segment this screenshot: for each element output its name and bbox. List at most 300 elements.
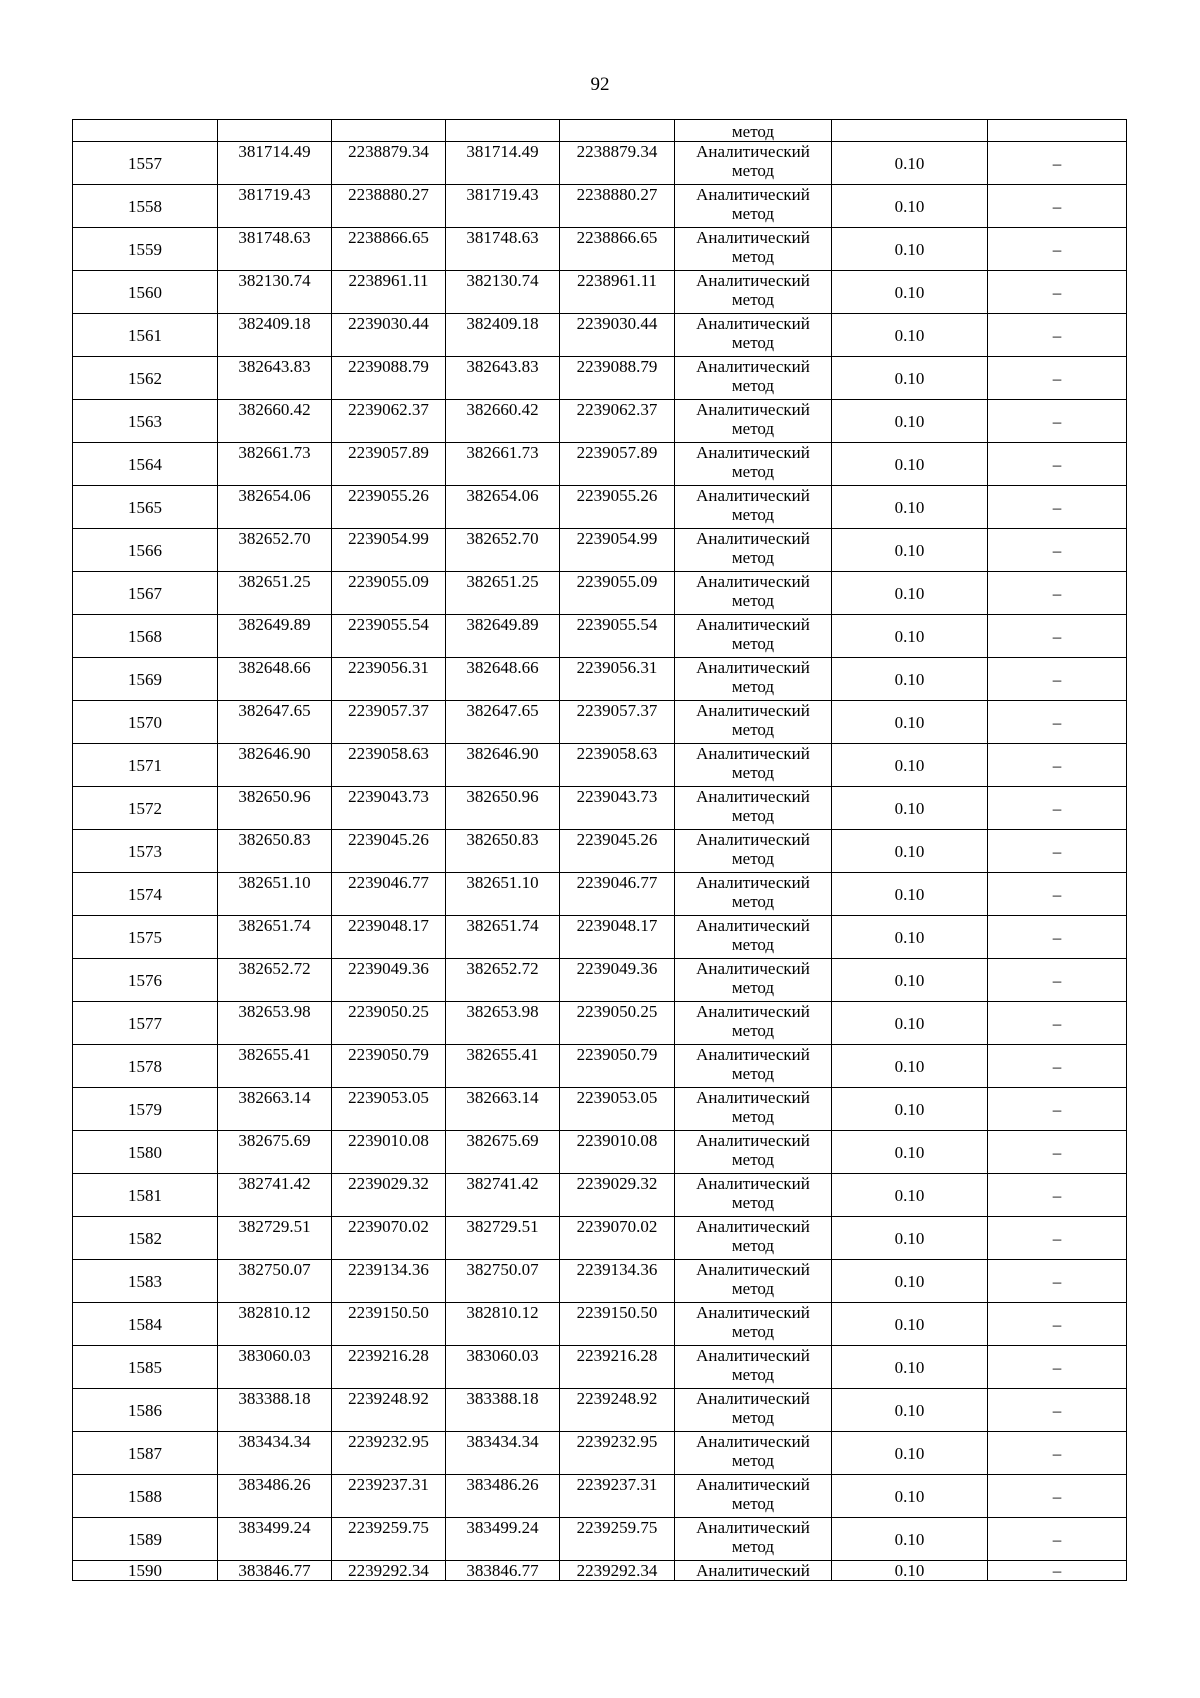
- table-row: [73, 873, 1127, 916]
- point-number: 1566: [73, 529, 218, 572]
- x-coordinate-2: 382654.06: [446, 486, 560, 529]
- y-coordinate: 2239043.73: [332, 787, 446, 830]
- accuracy-value: 0.10: [832, 228, 988, 271]
- method-line-2: метод: [731, 806, 775, 825]
- accuracy-value: 0.10: [832, 1002, 988, 1045]
- accuracy-value: 0.10: [832, 1260, 988, 1303]
- note-dash: –: [988, 1045, 1127, 1088]
- x-coordinate-2: 383434.34: [446, 1432, 560, 1475]
- point-number: 1578: [73, 1045, 218, 1088]
- y-coordinate: 2239057.37: [332, 701, 446, 744]
- y-coordinate: 2239030.44: [332, 314, 446, 357]
- y-coordinate: 2239058.63: [332, 744, 446, 787]
- y-coordinate-2: 2238879.34: [560, 142, 675, 185]
- page-number: 92: [590, 74, 610, 95]
- method-line-1: Аналитический: [696, 1217, 810, 1236]
- method-line-1: Аналитический: [696, 744, 810, 763]
- table-row: [73, 1346, 1127, 1389]
- table-row: [73, 615, 1127, 658]
- point-number: 1576: [73, 959, 218, 1002]
- x-coordinate-2: 381719.43: [446, 185, 560, 228]
- x-coordinate-2: 382652.72: [446, 959, 560, 1002]
- accuracy-value: 0.10: [832, 1088, 988, 1131]
- x-coordinate-2: 382652.70: [446, 529, 560, 572]
- accuracy-value: 0.10: [832, 1303, 988, 1346]
- y-coordinate-2: 2239134.36: [560, 1260, 675, 1303]
- x-coordinate: 381714.49: [218, 142, 332, 185]
- note-dash: –: [988, 1174, 1127, 1217]
- x-coordinate: 383486.26: [218, 1475, 332, 1518]
- y-coordinate-2: 2239070.02: [560, 1217, 675, 1260]
- method-cell: [675, 357, 832, 400]
- note-dash: –: [988, 486, 1127, 529]
- method-line-1: Аналитический: [696, 443, 810, 462]
- method-cell: [675, 830, 832, 873]
- note-dash: –: [988, 1131, 1127, 1174]
- method-line-2: метод: [731, 333, 775, 352]
- note-dash: –: [988, 1518, 1127, 1561]
- accuracy-value: 0.10: [832, 1217, 988, 1260]
- x-coordinate-2: 382663.14: [446, 1088, 560, 1131]
- point-number: 1590: [73, 1561, 218, 1581]
- note-dash: –: [988, 615, 1127, 658]
- y-coordinate: 2239062.37: [332, 400, 446, 443]
- method-line-2: метод: [731, 419, 775, 438]
- method-cell: [675, 314, 832, 357]
- method-cell: [675, 185, 832, 228]
- method-line-1: Аналитический: [696, 529, 810, 548]
- y-coordinate: 2239010.08: [332, 1131, 446, 1174]
- y-coordinate: 2238961.11: [332, 271, 446, 314]
- note-dash: –: [988, 443, 1127, 486]
- table-row: [73, 185, 1127, 228]
- method-line-2: метод: [731, 505, 775, 524]
- y-coordinate-2: 2239259.75: [560, 1518, 675, 1561]
- method-line-1: Аналитический: [696, 701, 810, 720]
- table-row: [73, 787, 1127, 830]
- accuracy-value: 0.10: [832, 830, 988, 873]
- y-coordinate-2: 2238880.27: [560, 185, 675, 228]
- method-line-1: Аналитический: [696, 142, 810, 161]
- y-coordinate: 2238880.27: [332, 185, 446, 228]
- x-coordinate: 382643.83: [218, 357, 332, 400]
- method-line-2: метод: [731, 1494, 775, 1513]
- y-coordinate: 2239053.05: [332, 1088, 446, 1131]
- method-line-1: Аналитический: [696, 357, 810, 376]
- method-line-2: метод: [731, 1236, 775, 1255]
- y-coordinate: 2239050.25: [332, 1002, 446, 1045]
- y-coordinate: 2239029.32: [332, 1174, 446, 1217]
- method-line-2: метод: [731, 677, 775, 696]
- x-coordinate-2: 383486.26: [446, 1475, 560, 1518]
- method-line-2: метод: [731, 591, 775, 610]
- point-number: 1574: [73, 873, 218, 916]
- method-line-1: Аналитический: [696, 873, 810, 892]
- method-line-2: метод: [731, 290, 775, 309]
- x-coordinate: 382729.51: [218, 1217, 332, 1260]
- table-row: [73, 1174, 1127, 1217]
- accuracy-value: 0.10: [832, 1346, 988, 1389]
- method-cell: [675, 1045, 832, 1088]
- x-coordinate: 382650.83: [218, 830, 332, 873]
- method-line-2: метод: [731, 1322, 775, 1341]
- y-coordinate-2: 2239045.26: [560, 830, 675, 873]
- accuracy-value: 0.10: [832, 271, 988, 314]
- point-number: 1575: [73, 916, 218, 959]
- method-cell: [675, 443, 832, 486]
- method-cell: [675, 1217, 832, 1260]
- y-coordinate-2: 2239030.44: [560, 314, 675, 357]
- y-coordinate-2: 2238866.65: [560, 228, 675, 271]
- method-cell: [675, 1518, 832, 1561]
- accuracy-value: 0.10: [832, 658, 988, 701]
- table-body: [73, 120, 1127, 1581]
- x-coordinate-2: 381748.63: [446, 228, 560, 271]
- method-line-1: Аналитический: [696, 1518, 810, 1537]
- x-coordinate: 382654.06: [218, 486, 332, 529]
- method-cell: [675, 400, 832, 443]
- table-row: [73, 1432, 1127, 1475]
- y-coordinate-2: 2239050.79: [560, 1045, 675, 1088]
- table-row: [73, 701, 1127, 744]
- note-dash: –: [988, 873, 1127, 916]
- method-cell: [675, 615, 832, 658]
- x-coordinate-2: 382650.83: [446, 830, 560, 873]
- method-line-2: метод: [731, 849, 775, 868]
- y-coordinate: 2239049.36: [332, 959, 446, 1002]
- y-coordinate: 2239070.02: [332, 1217, 446, 1260]
- y-coordinate-2: 2239237.31: [560, 1475, 675, 1518]
- y-coordinate: 2239259.75: [332, 1518, 446, 1561]
- table-row: [73, 443, 1127, 486]
- point-number: 1571: [73, 744, 218, 787]
- note-dash: –: [988, 529, 1127, 572]
- accuracy-value: 0.10: [832, 142, 988, 185]
- note-dash: –: [988, 1260, 1127, 1303]
- note-dash: –: [988, 271, 1127, 314]
- accuracy-value: 0.10: [832, 486, 988, 529]
- method-cell: [675, 1002, 832, 1045]
- method-line-1: Аналитический: [696, 314, 810, 333]
- x-coordinate-2: 382750.07: [446, 1260, 560, 1303]
- table-row: [73, 1088, 1127, 1131]
- method-line-1: Аналитический: [696, 1303, 810, 1322]
- y-coordinate: 2239056.31: [332, 658, 446, 701]
- continued-method-cell: метод: [675, 120, 832, 142]
- table-row: [73, 1002, 1127, 1045]
- y-coordinate: 2239054.99: [332, 529, 446, 572]
- y-coordinate-2: 2239216.28: [560, 1346, 675, 1389]
- method-cell: [675, 1432, 832, 1475]
- method-cell: [675, 701, 832, 744]
- y-coordinate-2: 2239053.05: [560, 1088, 675, 1131]
- table-row: [73, 314, 1127, 357]
- y-coordinate-2: 2239048.17: [560, 916, 675, 959]
- y-coordinate: 2239150.50: [332, 1303, 446, 1346]
- empty-cell: [446, 120, 560, 142]
- empty-cell: [560, 120, 675, 142]
- table-row: [73, 400, 1127, 443]
- method-line-2: метод: [731, 1365, 775, 1384]
- table-row: [73, 1561, 1127, 1581]
- x-coordinate: 382130.74: [218, 271, 332, 314]
- method-line-2: метод: [731, 1193, 775, 1212]
- point-number: 1563: [73, 400, 218, 443]
- method-line-1: Аналитический: [696, 1045, 810, 1064]
- accuracy-value: 0.10: [832, 572, 988, 615]
- x-coordinate-2: 382729.51: [446, 1217, 560, 1260]
- x-coordinate-2: 382409.18: [446, 314, 560, 357]
- x-coordinate-2: 382661.73: [446, 443, 560, 486]
- method-cell: [675, 658, 832, 701]
- note-dash: –: [988, 830, 1127, 873]
- method-line-1: Аналитический: [696, 271, 810, 290]
- x-coordinate-2: 382643.83: [446, 357, 560, 400]
- method-line-2: метод: [731, 1150, 775, 1169]
- table-row: [73, 142, 1127, 185]
- method-line-2: метод: [731, 1408, 775, 1427]
- y-coordinate-2: 2239058.63: [560, 744, 675, 787]
- table-row: [73, 1475, 1127, 1518]
- table-row: [73, 658, 1127, 701]
- point-number: 1564: [73, 443, 218, 486]
- note-dash: –: [988, 1346, 1127, 1389]
- x-coordinate-2: 382651.74: [446, 916, 560, 959]
- empty-cell: [832, 120, 988, 142]
- point-number: 1582: [73, 1217, 218, 1260]
- x-coordinate-2: 382810.12: [446, 1303, 560, 1346]
- point-number: 1588: [73, 1475, 218, 1518]
- x-coordinate-2: 382660.42: [446, 400, 560, 443]
- note-dash: –: [988, 1432, 1127, 1475]
- table-row: [73, 959, 1127, 1002]
- method-line-2: метод: [731, 548, 775, 567]
- method-line-2: метод: [731, 892, 775, 911]
- method-line-2: метод: [731, 1107, 775, 1126]
- method-line-2: метод: [731, 1021, 775, 1040]
- x-coordinate: 381719.43: [218, 185, 332, 228]
- x-coordinate: 382652.72: [218, 959, 332, 1002]
- x-coordinate: 382675.69: [218, 1131, 332, 1174]
- note-dash: –: [988, 1088, 1127, 1131]
- x-coordinate: 383846.77: [218, 1561, 332, 1581]
- x-coordinate: 382810.12: [218, 1303, 332, 1346]
- x-coordinate: 382651.25: [218, 572, 332, 615]
- method-cell: [675, 1088, 832, 1131]
- table-row: [73, 529, 1127, 572]
- accuracy-value: 0.10: [832, 1174, 988, 1217]
- y-coordinate-2: 2239049.36: [560, 959, 675, 1002]
- x-coordinate-2: 382130.74: [446, 271, 560, 314]
- empty-cell: [988, 120, 1127, 142]
- accuracy-value: 0.10: [832, 959, 988, 1002]
- note-dash: –: [988, 959, 1127, 1002]
- point-number: 1584: [73, 1303, 218, 1346]
- x-coordinate: 382750.07: [218, 1260, 332, 1303]
- x-coordinate-2: 383060.03: [446, 1346, 560, 1389]
- y-coordinate: 2239050.79: [332, 1045, 446, 1088]
- x-coordinate-2: 382648.66: [446, 658, 560, 701]
- point-number: 1577: [73, 1002, 218, 1045]
- y-coordinate-2: 2239054.99: [560, 529, 675, 572]
- x-coordinate-2: 382675.69: [446, 1131, 560, 1174]
- point-number: 1565: [73, 486, 218, 529]
- y-coordinate-2: 2239029.32: [560, 1174, 675, 1217]
- y-coordinate: 2239048.17: [332, 916, 446, 959]
- method-cell: [675, 1260, 832, 1303]
- note-dash: –: [988, 1002, 1127, 1045]
- method-cell: [675, 1303, 832, 1346]
- point-number: 1567: [73, 572, 218, 615]
- accuracy-value: 0.10: [832, 701, 988, 744]
- x-coordinate-2: 382649.89: [446, 615, 560, 658]
- point-number: 1557: [73, 142, 218, 185]
- note-dash: –: [988, 400, 1127, 443]
- accuracy-value: 0.10: [832, 615, 988, 658]
- point-number: 1573: [73, 830, 218, 873]
- method-line-1: Аналитический: [696, 916, 810, 935]
- method-line-2: метод: [731, 204, 775, 223]
- note-dash: –: [988, 357, 1127, 400]
- method-cell: [675, 959, 832, 1002]
- x-coordinate: 382663.14: [218, 1088, 332, 1131]
- note-dash: –: [988, 228, 1127, 271]
- x-coordinate-2: 382655.41: [446, 1045, 560, 1088]
- table-row: [73, 1131, 1127, 1174]
- method-line-1: Аналитический: [696, 959, 810, 978]
- x-coordinate-2: 382647.65: [446, 701, 560, 744]
- y-coordinate-2: 2239055.54: [560, 615, 675, 658]
- x-coordinate: 383060.03: [218, 1346, 332, 1389]
- x-coordinate: 382649.89: [218, 615, 332, 658]
- y-coordinate: 2239046.77: [332, 873, 446, 916]
- method-line-2: метод: [731, 1451, 775, 1470]
- table-row: [73, 744, 1127, 787]
- point-number: 1559: [73, 228, 218, 271]
- method-cell: [675, 1475, 832, 1518]
- x-coordinate: 382647.65: [218, 701, 332, 744]
- method-cell: [675, 916, 832, 959]
- point-number: 1586: [73, 1389, 218, 1432]
- note-dash: –: [988, 1389, 1127, 1432]
- method-cell: [675, 529, 832, 572]
- x-coordinate: 382646.90: [218, 744, 332, 787]
- method-line-1: Аналитический: [696, 1131, 810, 1150]
- method-line-1: Аналитический: [696, 400, 810, 419]
- y-coordinate: 2239216.28: [332, 1346, 446, 1389]
- y-coordinate-2: 2239232.95: [560, 1432, 675, 1475]
- method-line-1: Аналитический: [696, 228, 810, 247]
- x-coordinate-2: 382646.90: [446, 744, 560, 787]
- y-coordinate: 2239045.26: [332, 830, 446, 873]
- method-line-1: Аналитический: [696, 1002, 810, 1021]
- y-coordinate: 2239248.92: [332, 1389, 446, 1432]
- accuracy-value: 0.10: [832, 1475, 988, 1518]
- note-dash: –: [988, 701, 1127, 744]
- table-row: [73, 271, 1127, 314]
- table-row: [73, 1045, 1127, 1088]
- accuracy-value: 0.10: [832, 1389, 988, 1432]
- point-number: 1579: [73, 1088, 218, 1131]
- accuracy-value: 0.10: [832, 744, 988, 787]
- x-coordinate: 382650.96: [218, 787, 332, 830]
- table-row: [73, 1389, 1127, 1432]
- method-cell: [675, 744, 832, 787]
- method-line-1: Аналитический: [696, 1432, 810, 1451]
- table-row: [73, 572, 1127, 615]
- point-number: 1568: [73, 615, 218, 658]
- accuracy-value: 0.10: [832, 787, 988, 830]
- method-line-1: Аналитический: [696, 486, 810, 505]
- point-number: 1587: [73, 1432, 218, 1475]
- method-line-2: метод: [731, 247, 775, 266]
- accuracy-value: 0.10: [832, 1131, 988, 1174]
- y-coordinate: 2239055.09: [332, 572, 446, 615]
- method-line-1: Аналитический: [696, 1174, 810, 1193]
- method-line-1: Аналитический: [696, 1389, 810, 1408]
- method-line-2: метод: [731, 462, 775, 481]
- accuracy-value: 0.10: [832, 1518, 988, 1561]
- table-row: [73, 1217, 1127, 1260]
- x-coordinate: 381748.63: [218, 228, 332, 271]
- y-coordinate-2: 2239046.77: [560, 873, 675, 916]
- method-line-1: Аналитический: [696, 830, 810, 849]
- y-coordinate-2: 2239055.09: [560, 572, 675, 615]
- method-line-2: метод: [731, 978, 775, 997]
- y-coordinate-2: 2239062.37: [560, 400, 675, 443]
- table-row: [73, 486, 1127, 529]
- method-line-1: Аналитический: [696, 1346, 810, 1365]
- method-line-1: Аналитический: [696, 787, 810, 806]
- coordinates-table: [72, 119, 1127, 1581]
- note-dash: –: [988, 185, 1127, 228]
- y-coordinate-2: 2239292.34: [560, 1561, 675, 1581]
- method-line-2: метод: [731, 376, 775, 395]
- note-dash: –: [988, 314, 1127, 357]
- y-coordinate-2: 2238961.11: [560, 271, 675, 314]
- y-coordinate-2: 2239150.50: [560, 1303, 675, 1346]
- y-coordinate: 2239292.34: [332, 1561, 446, 1581]
- accuracy-value: 0.10: [832, 443, 988, 486]
- table-row: [73, 228, 1127, 271]
- y-coordinate: 2239057.89: [332, 443, 446, 486]
- x-coordinate: 382653.98: [218, 1002, 332, 1045]
- accuracy-value: 0.10: [832, 873, 988, 916]
- x-coordinate-2: 383846.77: [446, 1561, 560, 1581]
- y-coordinate: 2239055.26: [332, 486, 446, 529]
- y-coordinate-2: 2239056.31: [560, 658, 675, 701]
- method-cell: [675, 1174, 832, 1217]
- method-cell: [675, 271, 832, 314]
- note-dash: –: [988, 916, 1127, 959]
- method-line-1: Аналитический: [696, 658, 810, 677]
- x-coordinate-2: 382653.98: [446, 1002, 560, 1045]
- x-coordinate: 383499.24: [218, 1518, 332, 1561]
- accuracy-value: 0.10: [832, 916, 988, 959]
- method-cell: [675, 142, 832, 185]
- x-coordinate-2: 383499.24: [446, 1518, 560, 1561]
- method-line-2: метод: [731, 763, 775, 782]
- x-coordinate: 382648.66: [218, 658, 332, 701]
- accuracy-value: 0.10: [832, 1045, 988, 1088]
- note-dash: –: [988, 572, 1127, 615]
- y-coordinate: 2239088.79: [332, 357, 446, 400]
- point-number: 1580: [73, 1131, 218, 1174]
- note-dash: –: [988, 787, 1127, 830]
- x-coordinate-2: 382651.25: [446, 572, 560, 615]
- note-dash: –: [988, 658, 1127, 701]
- y-coordinate: 2239237.31: [332, 1475, 446, 1518]
